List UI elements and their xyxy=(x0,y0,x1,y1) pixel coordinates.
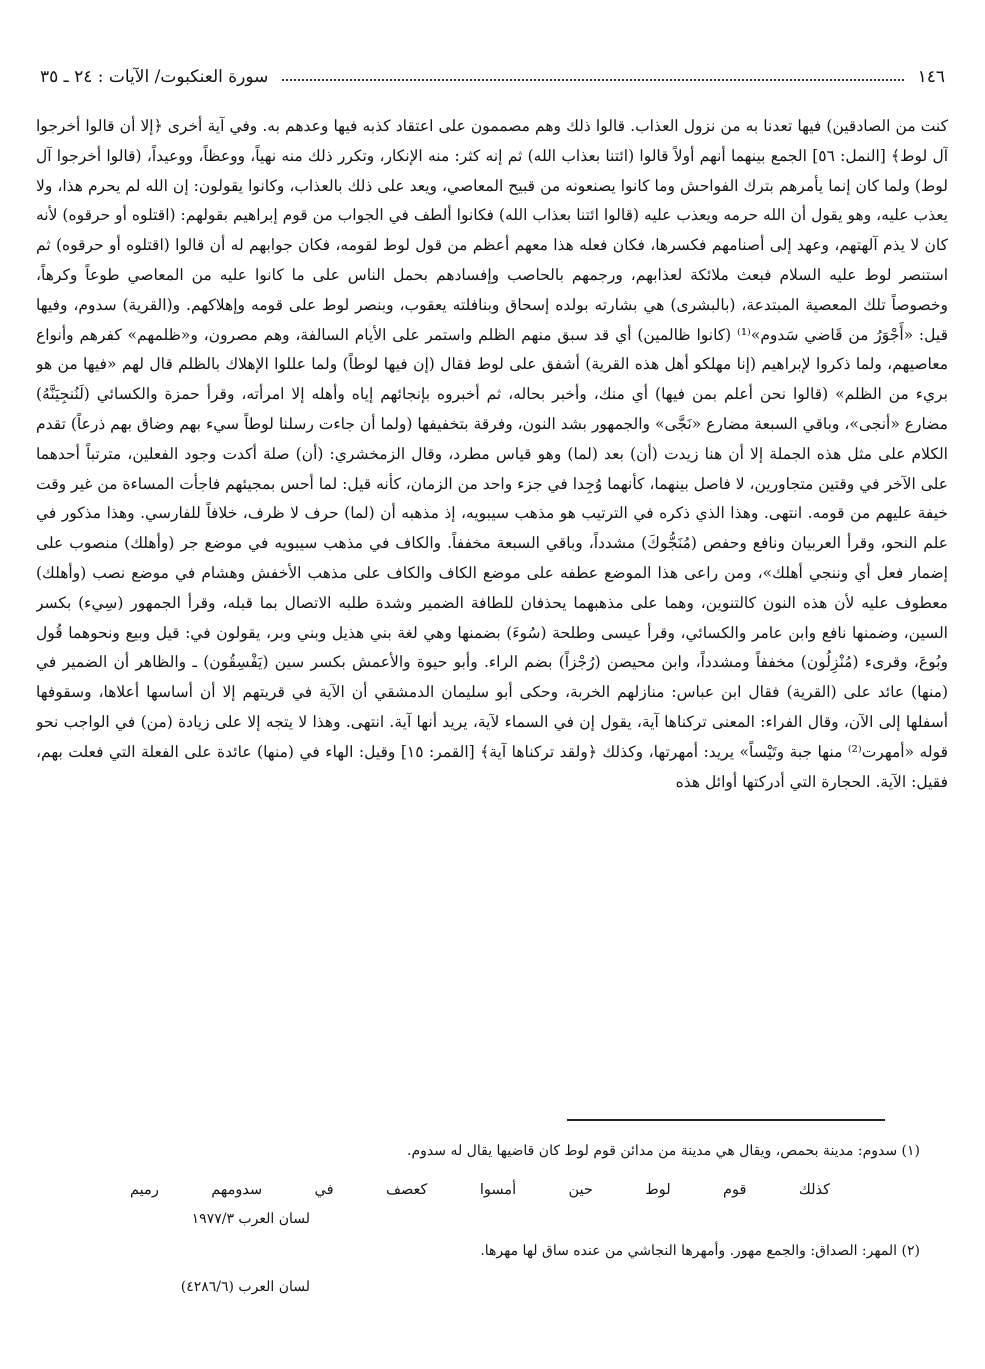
verse-word: لوط xyxy=(645,1182,671,1198)
commentary-body xyxy=(36,112,948,1062)
footnote-2: (٢) المهر: الصداق: والجمع مهور. وأمهرها النجاشي من عنده ساق لها مهرها. xyxy=(480,1243,920,1259)
verse-word: حين xyxy=(568,1182,593,1198)
header-dotted-leader xyxy=(282,73,903,81)
footnote-1: (١) سدوم: مدينة بحمص، ويقال هي مدينة من مدائن قوم لوط كان قاضيها يقال له سدوم. xyxy=(407,1143,920,1159)
page-number: ١٤٦ xyxy=(917,67,945,87)
verse-word: رميم xyxy=(130,1182,159,1198)
footnote-separator xyxy=(567,1119,885,1121)
footnote-2-source: لسان العرب (٤٢٨٦/٦) xyxy=(180,1279,310,1295)
verse-word: في xyxy=(314,1182,334,1198)
body-paragraph: كنت من الصادقين) فيها تعدنا به من نزول العذاب. قالوا ذلك وهم مصممون على اعتقاد كذبه فيها وعدهم به. وفي آية أخرى ﴿إلا أن قالوا أخرجوا آل لوط﴾ [النمل: ٥٦] الجمع بينهما أنهم أولاً قالوا (ائتنا بعذاب الله) ثم إنه كثر: منه الإنكار، وتكرر ذلك منه نهياً، ووعظاً، ووعيداً، (قالوا أخرجوا آل لوط) ولما كان إنما يأمرهم بترك الفواحش وما كانوا يصنعونه من قبيح المعاصي، ويعد على ذلك بالعذاب، وكانوا يقولون: إن الله لم يحرم هذا، ولا يعذب عليه، وهو يقول أن الله حرمه ويعذب عليه (قالوا ائتنا بعذاب الله) فكانوا ألطف في الجواب من قوم إبراهيم بقولهم: (اقتلوه أو حرقوه) لأنه كان لا يذم آلهتهم، وعهد إلى أصنامهم فكسرها، فكان فعله هذا معهم أعظم من قول لوط لقومه، فكان جوابهم له أن قالوا (اقتلوه أو حرقوه) ثم استنصر لوط عليه السلام فبعث ملائكة لعذابهم، ورجمهم بالحاصب وإفسادهم بحمل الناس على ما كانوا عليه من المعاصي طوعاً وكرهاً، وخصوصاً تلك المعصية المبتدعة، (بالبشرى) هي بشارته بولده إسحاق وبنافلته يعقوب، وبنصر لوط على قومه وإهلاكهم. و(القرية) سدوم، وفيها قيل: «أَجْوَرُ من قَاضي سَدوم»⁽¹⁾ (كانوا ظالمين) أي قد سبق منهم الظلم واستمر على الأيام السالفة، وهم مصرون، و«ظلمهم» كفرهم وأنواع معاصيهم، ولما ذكروا لإبراهيم (إنا مهلكو أهل هذه القرية) أشفق على لوط فقال (إن فيها لوطاً) ولما عللوا الإهلاك بالظلم قال لهم «فيها من هو بريء من الظلم» (قالوا نحن أعلم بمن فيها) أي منك، وأخبر بحاله، ثم أخبروه بإنجائهم إياه وأهله إلا امرأته، وقرأ حمزة والكسائي (لَنُنجِيَنَّهُ) مضارع «أنجى»، وباقي السبعة مضارع «نَجَّى» والجمهور بشد النون، وفرقة بتخفيفها (ولما أن جاءت رسلنا لوطاً سيء بهم وضاق بهم ذرعاً) تقدم الكلام على مثل هذه الجملة إلا أن هنا زيدت (أن) بعد (لما) وهو قياس مطرد، وقال الزمخشري: (أن) صلة أكدت وجود الفعلين، مترتباً أحدهما على الآخر في وقتين متجاورين، لا فاصل بينهما، كأنهما وُجِدا في جزء واحد من الزمان، كأنه قيل: لما أحس بمجيئهم فاجأت المساءة من غير وقت خيفة عليهم من قومه. انتهى. وهذا الذي ذكره في الترتيب هو مذهب سيبويه، إذ مذهبه أن (لما) حرف لا ظرف، خلافاً للفارسي. وهذا مذكور في علم النحو، وقرأ العربيان ونافع وحفص (مُنَجُّوكَ) مشدداً، وباقي السبعة مخففاً. والكاف في مذهب سيبويه في موضع جر (وأهلك) منصوب على إضمار فعل أي وننجي أهلك»، ومن راعى هذا الموضع عطفه على موضع الكاف والكاف على مذهب الأخفش وهشام في موضع نصب (وأهلك) معطوف عليه لأن هذه النون كالتنوين، وهما على مذهبهما يحذفان للطافة الضمير وشدة طلبه الاتصال بما قبله، وقرأ الجمهور (سِيء) بكسر السين، وضمنها نافع وابن عامر والكسائي، وقرأ عيسى وطلحة (سُوءَ) بضمنها وهي لغة بني هذيل وبني وبر، يقولون في: قيل وبيع ونحوهما قُول وبُوعَ، وقرىء (مُنْزِلُون) مخففاً ومشدداً، وابن محيصن (رُجْزاً) بضم الراء. وأبو حيوة والأعمش بكسر سين (يَفْسِقُون) ـ والظاهر أن الضمير في (منها) عائد على (القرية) فقال ابن عباس: منازلهم الخربة، وحكى أبو سليمان الدمشقي أن الآية في قريتهم إلا أن أساسها أعلاها، وسقوفها أسفلها إلى الآن، وقال الفراء: المعنى تركناها آية، يقول إن في السماء لآية، يريد أنها آية. انتهى. وهذا لا يتجه إلا على زيادة (من) في الواجب نحو قوله «أمهرت⁽²⁾ منها جبة وتَيْساً» يريد: أمهرتها، وكذلك ﴿ولقد تركناها آية﴾ [القمر: ١٥] وقيل: الهاء في (منها) عائدة على الفعلة التي فعلت بهم، فقيل: الآية. الحجارة التي أدركتها أوائل هذه xyxy=(36,117,948,791)
footnote-verse-line xyxy=(130,1182,830,1198)
running-title: سورة العنكبوت/ الآيات : ٢٤ ـ ٣٥ xyxy=(40,67,269,87)
footnote-1-source: لسان العرب ١٩٧٧/٣ xyxy=(191,1211,310,1227)
verse-word: كعصف xyxy=(385,1182,428,1198)
verse-word: أمسوا xyxy=(479,1182,517,1198)
verse-word: قوم xyxy=(723,1182,747,1198)
page-header xyxy=(40,62,945,92)
verse-word: سدومهم xyxy=(211,1182,263,1198)
verse-word: كذلك xyxy=(798,1182,830,1198)
